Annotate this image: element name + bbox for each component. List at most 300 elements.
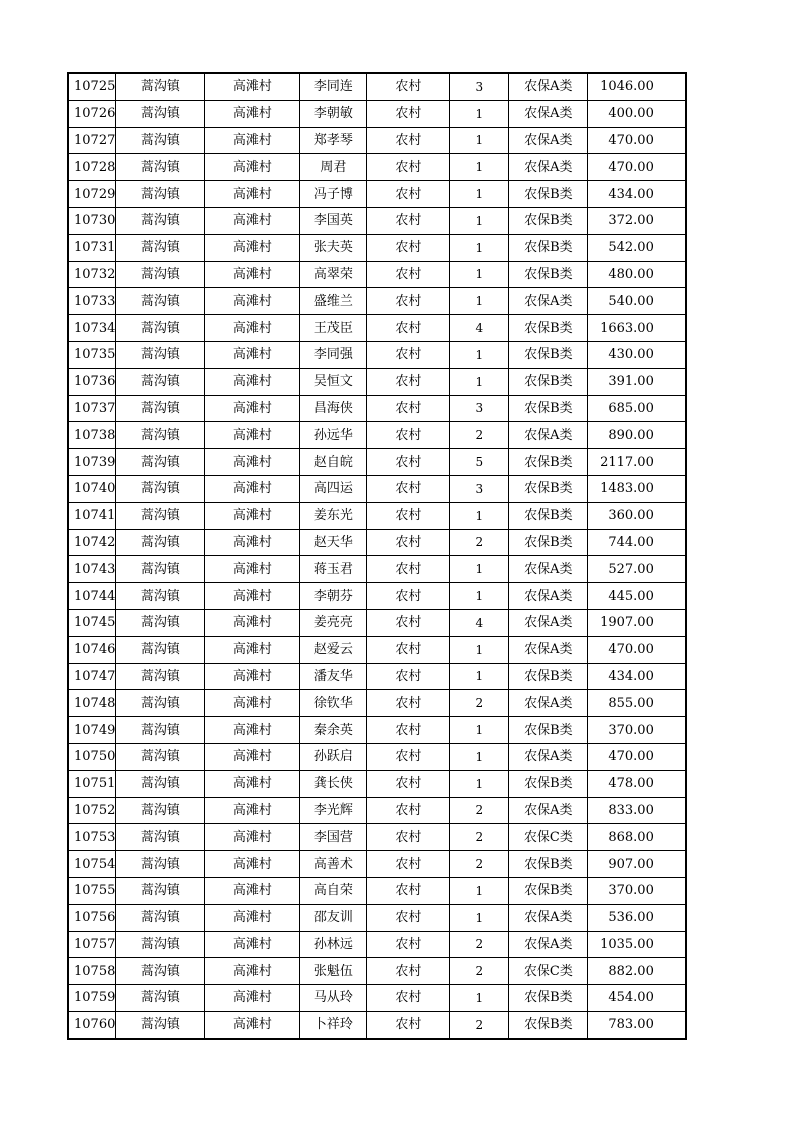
count-cell: 1 <box>450 127 509 154</box>
category-cell: 农保A类 <box>509 100 588 127</box>
amount-cell: 430.00 <box>588 341 686 368</box>
type-cell: 农村 <box>367 288 450 315</box>
table-row <box>68 690 686 717</box>
name-cell: 盛维兰 <box>300 288 367 315</box>
category-cell: 农保B类 <box>509 1011 588 1038</box>
type-cell: 农村 <box>367 609 450 636</box>
type-cell: 农村 <box>367 663 450 690</box>
town-cell: 蒿沟镇 <box>116 315 205 342</box>
table-row <box>68 207 686 234</box>
amount-cell: 855.00 <box>588 690 686 717</box>
table-row <box>68 181 686 208</box>
count-cell: 1 <box>450 743 509 770</box>
category-cell: 农保A类 <box>509 743 588 770</box>
name-cell: 潘友华 <box>300 663 367 690</box>
town-cell: 蒿沟镇 <box>116 770 205 797</box>
category-cell: 农保A类 <box>509 904 588 931</box>
town-cell: 蒿沟镇 <box>116 904 205 931</box>
count-cell: 3 <box>450 73 509 100</box>
count-cell: 2 <box>450 851 509 878</box>
table-row <box>68 127 686 154</box>
amount-cell: 685.00 <box>588 395 686 422</box>
category-cell: 农保B类 <box>509 368 588 395</box>
village-cell: 高滩村 <box>205 502 300 529</box>
type-cell: 农村 <box>367 636 450 663</box>
count-cell: 1 <box>450 368 509 395</box>
village-cell: 高滩村 <box>205 127 300 154</box>
count-cell: 5 <box>450 449 509 476</box>
table-body <box>68 73 686 1039</box>
type-cell: 农村 <box>367 234 450 261</box>
village-cell: 高滩村 <box>205 475 300 502</box>
town-cell: 蒿沟镇 <box>116 395 205 422</box>
name-cell: 李朝敏 <box>300 100 367 127</box>
name-cell: 李国营 <box>300 824 367 851</box>
amount-cell: 882.00 <box>588 958 686 985</box>
name-cell: 李光辉 <box>300 797 367 824</box>
table-row <box>68 422 686 449</box>
count-cell: 4 <box>450 609 509 636</box>
category-cell: 农保B类 <box>509 502 588 529</box>
type-cell: 农村 <box>367 743 450 770</box>
town-cell: 蒿沟镇 <box>116 824 205 851</box>
town-cell: 蒿沟镇 <box>116 368 205 395</box>
category-cell: 农保B类 <box>509 181 588 208</box>
id-cell: 10731 <box>68 234 116 261</box>
id-cell: 10757 <box>68 931 116 958</box>
table-row <box>68 475 686 502</box>
id-cell: 10754 <box>68 851 116 878</box>
count-cell: 1 <box>450 556 509 583</box>
type-cell: 农村 <box>367 958 450 985</box>
count-cell: 1 <box>450 636 509 663</box>
name-cell: 高自荣 <box>300 877 367 904</box>
town-cell: 蒿沟镇 <box>116 100 205 127</box>
village-cell: 高滩村 <box>205 154 300 181</box>
table-row <box>68 770 686 797</box>
name-cell: 张夫英 <box>300 234 367 261</box>
id-cell: 10739 <box>68 449 116 476</box>
count-cell: 2 <box>450 690 509 717</box>
name-cell: 卜祥玲 <box>300 1011 367 1038</box>
type-cell: 农村 <box>367 904 450 931</box>
table-row <box>68 529 686 556</box>
village-cell: 高滩村 <box>205 931 300 958</box>
table-row <box>68 368 686 395</box>
category-cell: 农保B类 <box>509 770 588 797</box>
data-table <box>67 72 687 1040</box>
table-row <box>68 609 686 636</box>
town-cell: 蒿沟镇 <box>116 234 205 261</box>
count-cell: 1 <box>450 341 509 368</box>
count-cell: 1 <box>450 583 509 610</box>
town-cell: 蒿沟镇 <box>116 449 205 476</box>
village-cell: 高滩村 <box>205 395 300 422</box>
amount-cell: 744.00 <box>588 529 686 556</box>
category-cell: 农保A类 <box>509 556 588 583</box>
id-cell: 10758 <box>68 958 116 985</box>
village-cell: 高滩村 <box>205 449 300 476</box>
type-cell: 农村 <box>367 717 450 744</box>
count-cell: 1 <box>450 663 509 690</box>
category-cell: 农保A类 <box>509 636 588 663</box>
town-cell: 蒿沟镇 <box>116 851 205 878</box>
count-cell: 3 <box>450 475 509 502</box>
table-row <box>68 958 686 985</box>
name-cell: 邵友训 <box>300 904 367 931</box>
type-cell: 农村 <box>367 395 450 422</box>
amount-cell: 445.00 <box>588 583 686 610</box>
name-cell: 高善术 <box>300 851 367 878</box>
id-cell: 10750 <box>68 743 116 770</box>
table-row <box>68 73 686 100</box>
name-cell: 孙林远 <box>300 931 367 958</box>
count-cell: 1 <box>450 502 509 529</box>
amount-cell: 370.00 <box>588 877 686 904</box>
category-cell: 农保B类 <box>509 207 588 234</box>
village-cell: 高滩村 <box>205 1011 300 1038</box>
type-cell: 农村 <box>367 261 450 288</box>
category-cell: 农保A类 <box>509 422 588 449</box>
id-cell: 10736 <box>68 368 116 395</box>
id-cell: 10740 <box>68 475 116 502</box>
amount-cell: 470.00 <box>588 636 686 663</box>
id-cell: 10738 <box>68 422 116 449</box>
table-row <box>68 663 686 690</box>
amount-cell: 2117.00 <box>588 449 686 476</box>
amount-cell: 470.00 <box>588 154 686 181</box>
table-row <box>68 583 686 610</box>
type-cell: 农村 <box>367 770 450 797</box>
village-cell: 高滩村 <box>205 636 300 663</box>
count-cell: 2 <box>450 797 509 824</box>
amount-cell: 868.00 <box>588 824 686 851</box>
count-cell: 1 <box>450 985 509 1012</box>
amount-cell: 1483.00 <box>588 475 686 502</box>
table-row <box>68 985 686 1012</box>
category-cell: 农保B类 <box>509 261 588 288</box>
table-row <box>68 288 686 315</box>
id-cell: 10726 <box>68 100 116 127</box>
name-cell: 吴恒文 <box>300 368 367 395</box>
id-cell: 10730 <box>68 207 116 234</box>
amount-cell: 783.00 <box>588 1011 686 1038</box>
village-cell: 高滩村 <box>205 717 300 744</box>
id-cell: 10742 <box>68 529 116 556</box>
town-cell: 蒿沟镇 <box>116 475 205 502</box>
id-cell: 10743 <box>68 556 116 583</box>
table-row <box>68 341 686 368</box>
count-cell: 2 <box>450 422 509 449</box>
count-cell: 1 <box>450 181 509 208</box>
amount-cell: 542.00 <box>588 234 686 261</box>
name-cell: 姜亮亮 <box>300 609 367 636</box>
name-cell: 高四运 <box>300 475 367 502</box>
type-cell: 农村 <box>367 207 450 234</box>
town-cell: 蒿沟镇 <box>116 127 205 154</box>
town-cell: 蒿沟镇 <box>116 556 205 583</box>
id-cell: 10727 <box>68 127 116 154</box>
count-cell: 1 <box>450 904 509 931</box>
count-cell: 1 <box>450 100 509 127</box>
count-cell: 2 <box>450 1011 509 1038</box>
type-cell: 农村 <box>367 127 450 154</box>
village-cell: 高滩村 <box>205 234 300 261</box>
count-cell: 2 <box>450 931 509 958</box>
village-cell: 高滩村 <box>205 583 300 610</box>
id-cell: 10759 <box>68 985 116 1012</box>
table-row <box>68 154 686 181</box>
village-cell: 高滩村 <box>205 529 300 556</box>
count-cell: 1 <box>450 261 509 288</box>
amount-cell: 1663.00 <box>588 315 686 342</box>
type-cell: 农村 <box>367 475 450 502</box>
id-cell: 10732 <box>68 261 116 288</box>
amount-cell: 400.00 <box>588 100 686 127</box>
name-cell: 龚长侠 <box>300 770 367 797</box>
count-cell: 1 <box>450 154 509 181</box>
village-cell: 高滩村 <box>205 315 300 342</box>
town-cell: 蒿沟镇 <box>116 609 205 636</box>
table-row <box>68 502 686 529</box>
type-cell: 农村 <box>367 529 450 556</box>
category-cell: 农保A类 <box>509 154 588 181</box>
amount-cell: 391.00 <box>588 368 686 395</box>
count-cell: 1 <box>450 207 509 234</box>
name-cell: 姜东光 <box>300 502 367 529</box>
amount-cell: 454.00 <box>588 985 686 1012</box>
id-cell: 10756 <box>68 904 116 931</box>
id-cell: 10725 <box>68 73 116 100</box>
name-cell: 马从玲 <box>300 985 367 1012</box>
count-cell: 1 <box>450 717 509 744</box>
category-cell: 农保C类 <box>509 958 588 985</box>
village-cell: 高滩村 <box>205 368 300 395</box>
amount-cell: 480.00 <box>588 261 686 288</box>
type-cell: 农村 <box>367 368 450 395</box>
category-cell: 农保B类 <box>509 877 588 904</box>
town-cell: 蒿沟镇 <box>116 154 205 181</box>
category-cell: 农保B类 <box>509 529 588 556</box>
table-row <box>68 717 686 744</box>
town-cell: 蒿沟镇 <box>116 73 205 100</box>
category-cell: 农保A类 <box>509 583 588 610</box>
id-cell: 10729 <box>68 181 116 208</box>
name-cell: 赵天华 <box>300 529 367 556</box>
village-cell: 高滩村 <box>205 958 300 985</box>
name-cell: 冯子博 <box>300 181 367 208</box>
category-cell: 农保A类 <box>509 127 588 154</box>
amount-cell: 372.00 <box>588 207 686 234</box>
village-cell: 高滩村 <box>205 288 300 315</box>
category-cell: 农保B类 <box>509 985 588 1012</box>
amount-cell: 540.00 <box>588 288 686 315</box>
count-cell: 1 <box>450 770 509 797</box>
name-cell: 李国英 <box>300 207 367 234</box>
name-cell: 张魁伍 <box>300 958 367 985</box>
category-cell: 农保A类 <box>509 288 588 315</box>
category-cell: 农保A类 <box>509 73 588 100</box>
village-cell: 高滩村 <box>205 851 300 878</box>
amount-cell: 907.00 <box>588 851 686 878</box>
count-cell: 1 <box>450 877 509 904</box>
name-cell: 孙跃启 <box>300 743 367 770</box>
id-cell: 10747 <box>68 663 116 690</box>
village-cell: 高滩村 <box>205 73 300 100</box>
type-cell: 农村 <box>367 502 450 529</box>
town-cell: 蒿沟镇 <box>116 529 205 556</box>
amount-cell: 536.00 <box>588 904 686 931</box>
village-cell: 高滩村 <box>205 824 300 851</box>
type-cell: 农村 <box>367 449 450 476</box>
category-cell: 农保A类 <box>509 931 588 958</box>
category-cell: 农保B类 <box>509 717 588 744</box>
category-cell: 农保A类 <box>509 690 588 717</box>
table-row <box>68 851 686 878</box>
count-cell: 1 <box>450 288 509 315</box>
id-cell: 10760 <box>68 1011 116 1038</box>
village-cell: 高滩村 <box>205 985 300 1012</box>
table-row <box>68 261 686 288</box>
category-cell: 农保B类 <box>509 663 588 690</box>
type-cell: 农村 <box>367 931 450 958</box>
village-cell: 高滩村 <box>205 877 300 904</box>
type-cell: 农村 <box>367 154 450 181</box>
type-cell: 农村 <box>367 73 450 100</box>
type-cell: 农村 <box>367 797 450 824</box>
amount-cell: 434.00 <box>588 663 686 690</box>
category-cell: 农保B类 <box>509 851 588 878</box>
village-cell: 高滩村 <box>205 904 300 931</box>
category-cell: 农保B类 <box>509 449 588 476</box>
id-cell: 10753 <box>68 824 116 851</box>
name-cell: 李同强 <box>300 341 367 368</box>
count-cell: 2 <box>450 529 509 556</box>
town-cell: 蒿沟镇 <box>116 288 205 315</box>
village-cell: 高滩村 <box>205 743 300 770</box>
name-cell: 王茂臣 <box>300 315 367 342</box>
type-cell: 农村 <box>367 422 450 449</box>
town-cell: 蒿沟镇 <box>116 690 205 717</box>
name-cell: 赵自皖 <box>300 449 367 476</box>
town-cell: 蒿沟镇 <box>116 931 205 958</box>
village-cell: 高滩村 <box>205 609 300 636</box>
village-cell: 高滩村 <box>205 556 300 583</box>
id-cell: 10735 <box>68 341 116 368</box>
category-cell: 农保B类 <box>509 341 588 368</box>
type-cell: 农村 <box>367 341 450 368</box>
count-cell: 2 <box>450 824 509 851</box>
village-cell: 高滩村 <box>205 770 300 797</box>
name-cell: 蒋玉君 <box>300 556 367 583</box>
type-cell: 农村 <box>367 824 450 851</box>
amount-cell: 360.00 <box>588 502 686 529</box>
type-cell: 农村 <box>367 181 450 208</box>
category-cell: 农保B类 <box>509 315 588 342</box>
town-cell: 蒿沟镇 <box>116 1011 205 1038</box>
count-cell: 1 <box>450 234 509 261</box>
table-row <box>68 234 686 261</box>
village-cell: 高滩村 <box>205 341 300 368</box>
amount-cell: 478.00 <box>588 770 686 797</box>
table-row <box>68 449 686 476</box>
amount-cell: 1907.00 <box>588 609 686 636</box>
name-cell: 徐钦华 <box>300 690 367 717</box>
village-cell: 高滩村 <box>205 261 300 288</box>
town-cell: 蒿沟镇 <box>116 341 205 368</box>
id-cell: 10728 <box>68 154 116 181</box>
table-row <box>68 556 686 583</box>
village-cell: 高滩村 <box>205 207 300 234</box>
amount-cell: 833.00 <box>588 797 686 824</box>
village-cell: 高滩村 <box>205 797 300 824</box>
amount-cell: 527.00 <box>588 556 686 583</box>
type-cell: 农村 <box>367 100 450 127</box>
id-cell: 10741 <box>68 502 116 529</box>
type-cell: 农村 <box>367 851 450 878</box>
town-cell: 蒿沟镇 <box>116 636 205 663</box>
type-cell: 农村 <box>367 690 450 717</box>
amount-cell: 470.00 <box>588 127 686 154</box>
id-cell: 10755 <box>68 877 116 904</box>
category-cell: 农保B类 <box>509 234 588 261</box>
town-cell: 蒿沟镇 <box>116 877 205 904</box>
town-cell: 蒿沟镇 <box>116 958 205 985</box>
town-cell: 蒿沟镇 <box>116 261 205 288</box>
town-cell: 蒿沟镇 <box>116 743 205 770</box>
town-cell: 蒿沟镇 <box>116 663 205 690</box>
town-cell: 蒿沟镇 <box>116 985 205 1012</box>
id-cell: 10749 <box>68 717 116 744</box>
type-cell: 农村 <box>367 877 450 904</box>
id-cell: 10734 <box>68 315 116 342</box>
id-cell: 10748 <box>68 690 116 717</box>
table-row <box>68 877 686 904</box>
category-cell: 农保C类 <box>509 824 588 851</box>
category-cell: 农保B类 <box>509 475 588 502</box>
village-cell: 高滩村 <box>205 663 300 690</box>
type-cell: 农村 <box>367 315 450 342</box>
name-cell: 郑孝琴 <box>300 127 367 154</box>
amount-cell: 434.00 <box>588 181 686 208</box>
id-cell: 10752 <box>68 797 116 824</box>
table-row <box>68 931 686 958</box>
id-cell: 10744 <box>68 583 116 610</box>
name-cell: 昌海侠 <box>300 395 367 422</box>
id-cell: 10737 <box>68 395 116 422</box>
town-cell: 蒿沟镇 <box>116 502 205 529</box>
name-cell: 李同连 <box>300 73 367 100</box>
town-cell: 蒿沟镇 <box>116 181 205 208</box>
town-cell: 蒿沟镇 <box>116 797 205 824</box>
type-cell: 农村 <box>367 556 450 583</box>
type-cell: 农村 <box>367 1011 450 1038</box>
village-cell: 高滩村 <box>205 181 300 208</box>
amount-cell: 1046.00 <box>588 73 686 100</box>
name-cell: 李朝芬 <box>300 583 367 610</box>
table-row <box>68 824 686 851</box>
table-row <box>68 1011 686 1038</box>
name-cell: 赵爱云 <box>300 636 367 663</box>
count-cell: 2 <box>450 958 509 985</box>
village-cell: 高滩村 <box>205 690 300 717</box>
id-cell: 10746 <box>68 636 116 663</box>
town-cell: 蒿沟镇 <box>116 717 205 744</box>
id-cell: 10745 <box>68 609 116 636</box>
amount-cell: 470.00 <box>588 743 686 770</box>
table-row <box>68 315 686 342</box>
amount-cell: 890.00 <box>588 422 686 449</box>
